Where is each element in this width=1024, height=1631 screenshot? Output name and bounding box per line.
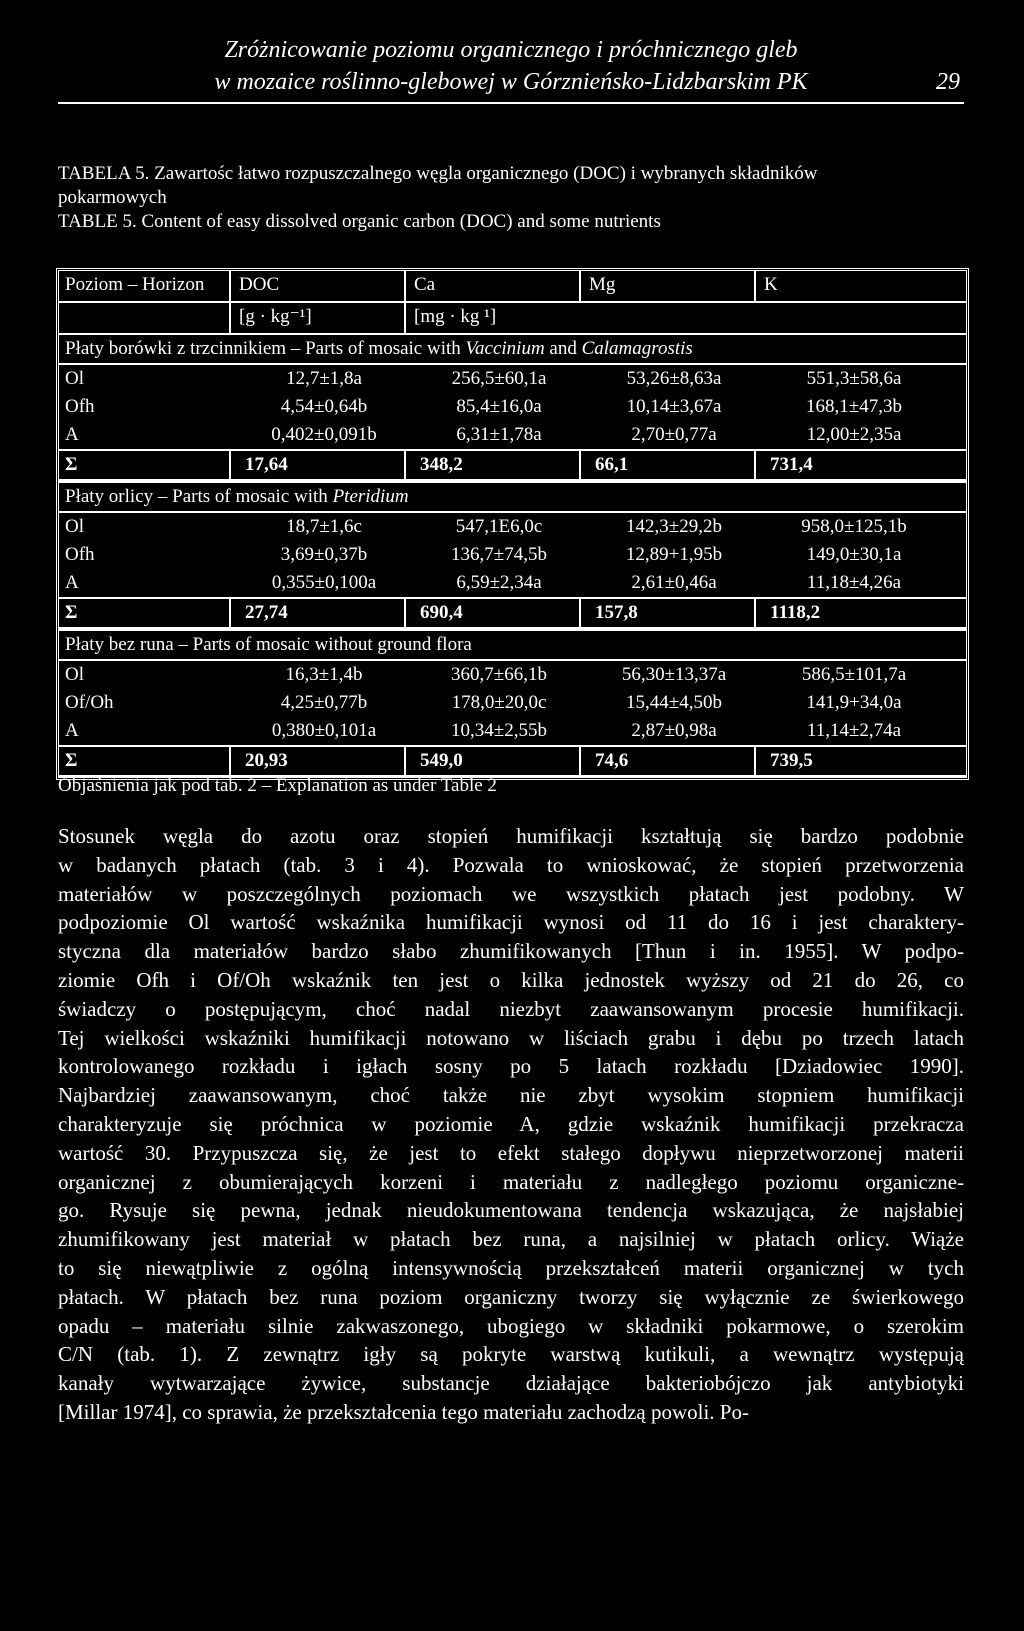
header-k: K — [764, 274, 778, 295]
running-header — [58, 34, 964, 104]
section-title-part: Płaty orlicy – Parts of mosaic with — [65, 486, 333, 507]
section-title-part: Pteridium — [332, 486, 409, 507]
table-cell: A — [65, 572, 79, 593]
table-cell: 958,0±125,1b — [801, 516, 907, 537]
paragraph-line: styczna dla materiałów bardzo słabo zhumifikowanych [Thun i in. 1955]. W podpo- — [58, 939, 964, 964]
sum-row — [59, 745, 966, 777]
unit-doc: [g · kg⁻¹] — [239, 306, 312, 327]
unit-other: [mg · kg ¹] — [414, 306, 497, 327]
table-cell: 18,7±1,6c — [286, 516, 362, 537]
table-cell: 4,25±0,77b — [280, 692, 368, 713]
paragraph-line: Stosunek węgla do azotu oraz stopień humifikacji kształtują się bardzo podobnie — [58, 824, 964, 848]
header-mg: Mg — [589, 274, 616, 295]
sum-cell: 690,4 — [420, 602, 463, 623]
sum-cell: 549,0 — [420, 750, 463, 771]
paragraph-line: w badanych płatach (tab. 3 i 4). Pozwala to wnioskować, że stopień przetworzenia — [58, 852, 964, 877]
table-cell: 168,1±47,3b — [806, 396, 902, 417]
sum-cell: 17,64 — [245, 454, 288, 475]
table-cell: Ofh — [65, 544, 95, 565]
sum-cell: 74,6 — [595, 750, 629, 771]
table-cell: 547,1E6,0c — [455, 516, 543, 537]
header-ca: Ca — [414, 274, 436, 295]
sum-cell: 739,5 — [770, 750, 813, 771]
table-cell: 11,14±2,74a — [806, 720, 902, 741]
table-cell: 53,26±8,63a — [626, 368, 722, 389]
section-title-part: and — [544, 338, 582, 359]
nutrients-table — [56, 268, 969, 780]
caption-en: TABLE 5. Content of easy dissolved organic carbon (DOC) and some nutrients — [58, 211, 661, 232]
table-row — [59, 511, 966, 541]
header-line-1: Zróżnicowanie poziomu organicznego i próchnicznego gleb — [224, 37, 798, 63]
paragraph-line: wartość 30. Przypuszcza się, że jest to efekt stałego dopływu nieprzetworzonej materii — [58, 1140, 964, 1165]
sum-cell: Σ — [65, 750, 78, 771]
table-cell: Ol — [65, 368, 84, 389]
table-row — [59, 363, 966, 393]
section-title-row — [59, 629, 966, 659]
table-cell: 2,61±0,46a — [631, 572, 717, 593]
table-cell: 178,0±20,0c — [451, 692, 547, 713]
sum-row — [59, 597, 966, 629]
sum-cell: Σ — [65, 454, 78, 475]
paragraph-line: materiałów w poszczególnych poziomach we wszystkich płatach jest podobny. W — [58, 881, 964, 906]
page-number: 29 — [936, 69, 960, 95]
header-doc: DOC — [239, 274, 280, 295]
paragraph-line: kanały wytwarzające żywice, substancje działające bakteriobójczo jak antybiotyki — [58, 1371, 964, 1396]
table-note: Objaśnienia jak pod tab. 2 – Explanation as under Table 2 — [58, 775, 497, 796]
table-cell: 6,31±1,78a — [456, 424, 542, 445]
table-cell: 12,89+1,95b — [625, 544, 723, 565]
table-cell: 85,4±16,0a — [456, 396, 542, 417]
section-title — [65, 336, 693, 362]
table-cell: Ol — [65, 664, 84, 685]
table-cell: 0,355±0,100a — [271, 572, 377, 593]
table-row — [59, 421, 966, 449]
paragraph-line: Najbardziej zaawansowanym, choć także nie zbyt wysokim stopniem humifikacji — [58, 1083, 964, 1108]
section-title-part: Płaty bez runa – Parts of mosaic without ground flora — [65, 634, 472, 655]
caption-pl-line-2: pokarmowych — [58, 187, 167, 208]
table-cell: 360,7±66,1b — [451, 664, 547, 685]
section-title-part: Płaty borówki z trzcinnikiem – Parts of mosaic with — [65, 338, 466, 359]
table-row — [59, 541, 966, 569]
table-cell: Of/Oh — [65, 692, 114, 713]
section-title — [65, 632, 472, 658]
sum-cell: Σ — [65, 602, 78, 623]
table-cell: 141,9+34,0a — [806, 692, 902, 713]
section-title-part: Vaccinium — [465, 338, 545, 359]
paragraph-line: zhumifikowany jest materiał w płatach bez runa, a najsilniej w płatach orlicy. Wiąże — [58, 1227, 964, 1252]
table-cell: Ofh — [65, 396, 95, 417]
header-line-2: w mozaice roślinno-glebowej w Górznieńsko-Lidzbarskim PK — [214, 69, 808, 95]
paragraph-line: C/N (tab. 1). Z zewnątrz igły są pokryte warstwą kutikuli, a wewnątrz występują — [58, 1342, 964, 1367]
table-header-row — [59, 271, 966, 301]
table-cell: 0,402±0,091b — [271, 424, 377, 445]
paragraph-line: organicznej z obumierających korzeni i materiału z nadległego poziomu organiczne- — [58, 1169, 964, 1194]
paragraph-line: Tej wielkości wskaźniki humifikacji notowano w liściach grabu i dębu po trzech latach — [58, 1025, 964, 1050]
table-cell: 142,3±29,2b — [626, 516, 722, 537]
table-cell: 15,44±4,50b — [626, 692, 722, 713]
table-cell: 256,5±60,1a — [451, 368, 547, 389]
section-title-row — [59, 481, 966, 511]
paragraph-line: płatach. W płatach bez runa poziom organiczny tworzy się wyłącznie ze świerkowego — [58, 1284, 964, 1309]
table-cell: 2,87±0,98a — [631, 720, 717, 741]
paragraph-line: to się niewątpliwie z ogólną intensywnością przekształceń materii organicznej w tych — [58, 1255, 964, 1280]
table-cell: 12,00±2,35a — [806, 424, 902, 445]
table-cell: 3,69±0,37b — [280, 544, 368, 565]
header-horizon: Poziom – Horizon — [65, 274, 205, 295]
table-row — [59, 569, 966, 597]
paragraph-line: go. Rysuje się pewna, jednak nieudokumentowana tendencja wskazująca, że najsłabiej — [58, 1198, 964, 1223]
sum-row — [59, 449, 966, 481]
table-cell: 149,0±30,1a — [806, 544, 902, 565]
table-caption — [58, 162, 978, 234]
sum-cell: 348,2 — [420, 454, 463, 475]
table-cell: 6,59±2,34a — [456, 572, 542, 593]
table-row — [59, 659, 966, 689]
table-cell: 4,54±0,64b — [280, 396, 368, 417]
table-cell: 12,7±1,8a — [286, 368, 362, 389]
sum-cell: 66,1 — [595, 454, 629, 475]
table-cell: 10,34±2,55b — [451, 720, 547, 741]
table-unit-row — [59, 301, 966, 333]
sum-cell: 1118,2 — [770, 602, 821, 623]
paragraph-line: podpoziomie Ol wartość wskaźnika humifikacji wynosi od 11 do 16 i jest charaktery- — [58, 910, 964, 935]
paragraph-line: kontrolowanego rozkładu i igłach sosny po 5 latach rozkładu [Dziadowiec 1990]. — [58, 1054, 964, 1079]
section-title — [65, 484, 409, 510]
paragraph-line: opadu – materiału silnie zakwaszonego, ubogiego w składniki pokarmowe, o szerokim — [58, 1313, 964, 1338]
table-row — [59, 689, 966, 717]
table-cell: 551,3±58,6a — [806, 368, 902, 389]
table-row — [59, 393, 966, 421]
section-title-part: Calamagrostis — [581, 338, 693, 359]
table-cell: A — [65, 424, 79, 445]
paragraph-line: ziomie Ofh i Of/Oh wskaźnik ten jest o kilka jednostek wyższy od 21 do 26, co — [58, 967, 964, 992]
sum-cell: 20,93 — [245, 750, 288, 771]
body-paragraph — [58, 822, 964, 1427]
table-row — [59, 717, 966, 745]
table-cell: 56,30±13,37a — [621, 664, 727, 685]
caption-pl-line-1: TABELA 5. Zawartośc łatwo rozpuszczalnego węgla organicznego (DOC) i wybranych składników — [58, 163, 818, 184]
table-cell: A — [65, 720, 79, 741]
paragraph-line: charakteryzuje się próchnica w poziomie A, gdzie wskaźnik humifikacji przekracza — [58, 1111, 964, 1136]
sum-cell: 731,4 — [770, 454, 813, 475]
table-cell: 10,14±3,67a — [626, 396, 722, 417]
table-cell: 136,7±74,5b — [451, 544, 547, 565]
sum-cell: 157,8 — [595, 602, 638, 623]
table-cell: 11,18±4,26a — [806, 572, 902, 593]
table-cell: 586,5±101,7a — [801, 664, 907, 685]
table-cell: 2,70±0,77a — [631, 424, 717, 445]
paragraph-line: świadczy o postępującym, choć nadal niezbyt zaawansowanym procesie humifikacji. — [58, 996, 964, 1021]
table-cell: 0,380±0,101a — [271, 720, 377, 741]
paragraph-line: [Millar 1974], co sprawia, że przekształcenia tego materiału zachodzą powoli. Po- — [58, 1399, 749, 1424]
section-title-row — [59, 333, 966, 363]
table-cell: Ol — [65, 516, 84, 537]
table-cell: 16,3±1,4b — [285, 664, 363, 685]
sum-cell: 27,74 — [245, 602, 288, 623]
